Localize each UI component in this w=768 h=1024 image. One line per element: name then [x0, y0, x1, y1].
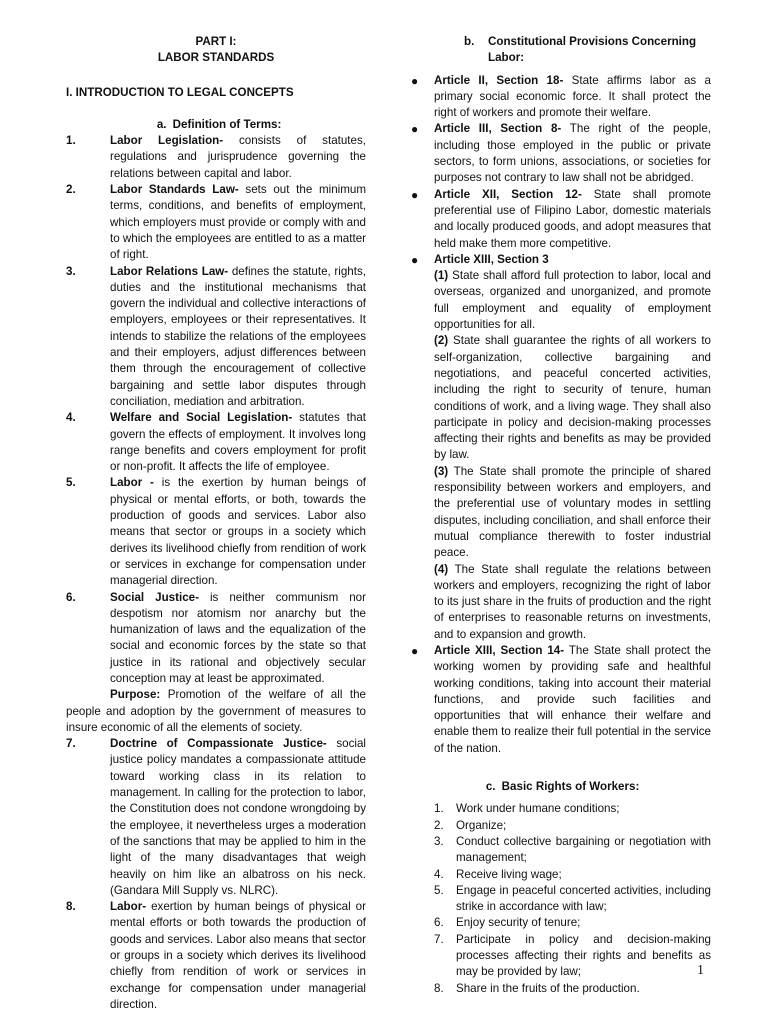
rights-list [408, 801, 711, 997]
definition-item [66, 133, 366, 182]
purpose-label: Purpose: [110, 688, 161, 702]
definition-item [66, 736, 366, 899]
subsection-number: (4) [434, 562, 449, 576]
definition-number: 7. [66, 737, 76, 751]
section-heading-intro: I. INTRODUCTION TO LEGAL CONCEPTS [66, 85, 294, 99]
subsection-number: (1) [434, 269, 449, 283]
page-number: 1 [697, 963, 704, 978]
article-subsection [434, 562, 711, 643]
list-item [408, 867, 711, 883]
article-item [408, 643, 711, 757]
article-list [408, 73, 711, 757]
list-text: Engage in peaceful concerted activities, including strike in accordance with law; [456, 883, 711, 914]
subsection-number: (3) [434, 464, 449, 478]
subheading-title-line1: Constitutional Provisions Concerning [488, 35, 697, 48]
subheading-letter: b. [464, 35, 475, 48]
definition-number: 4. [66, 411, 76, 425]
list-number: 6. [434, 916, 444, 930]
list-text: Conduct collective bargaining or negotiation with management; [456, 834, 711, 865]
definition-number: 5. [66, 476, 76, 490]
definition-term: Labor Relations Law- [110, 264, 229, 278]
part-title [66, 34, 366, 67]
left-column [66, 34, 366, 1013]
subheading-constitutional-provisions [408, 34, 711, 67]
part-title-line2: LABOR STANDARDS [157, 51, 275, 65]
definition-text: exertion by human beings of physical or mental efforts or both towards the production of goods and services. Labor also means that sector or groups in a society which derives its livelihood chiefly from rendition of work or services in exchange for compensation under managerial direction. [110, 900, 366, 1011]
article-citation: Article III, Section 8- [434, 122, 562, 136]
article-item [408, 252, 711, 643]
definition-number: 8. [66, 900, 76, 914]
list-item [408, 932, 711, 981]
part-title-line1: PART I: [195, 35, 237, 48]
list-text: Enjoy security of tenure; [456, 916, 581, 930]
list-number: 5. [434, 883, 444, 897]
definition-number: 2. [66, 183, 76, 197]
definition-text: social justice policy mandates a compassionate attitude toward working class in its relation to management. In calling for the protection to labor, the Constitution does not condone wrongdoing by the employee, it nevertheless urges a moderation of the sanctions that may be applied to him in the light of the many disadvantages that weigh heavily on him like an albatross on his neck. (Gandara Mill Supply vs. NLRC). [110, 737, 366, 897]
definition-text: is neither communism nor despotism nor atomism nor anarchy but the humanization of laws and the equalization of the social and economic forces by the state so that justice in its rational and objectively secular conception may at least be approximated. [110, 590, 366, 685]
definition-number: 3. [66, 264, 76, 278]
definition-term: Welfare and Social Legislation- [110, 411, 293, 425]
definition-term: Labor Standards Law- [110, 183, 239, 197]
right-column [408, 34, 711, 997]
subheading-basic-rights [408, 779, 711, 795]
article-subsection [434, 464, 711, 562]
list-number: 1. [434, 802, 444, 816]
bullet-icon: ● [411, 252, 419, 267]
article-text: The State shall protect the working women by providing safe and healthful working conditions, taking into account their material functions, and provide such facilities and opportunities that will enhance their welfare and enable them to realize their full potential in the service of the nation. [434, 643, 711, 755]
definition-term: Labor - [110, 476, 154, 490]
definition-text: defines the statute, rights, duties and the institutional mechanisms that govern the individual and collective interactions of employers, employees or their representatives. It intends to stabilize the relations of the employees and their employers, adjust differences between them through the encouragement of collective bargaining and settle labor disputes through conciliation, mediation and arbitration. [110, 264, 366, 408]
list-text: Share in the fruits of the production. [456, 981, 640, 995]
definition-item [66, 475, 366, 589]
article-item [408, 187, 711, 252]
article-citation: Article XII, Section 12- [434, 187, 582, 201]
subheading-definition-of-terms [66, 117, 366, 133]
definition-text: statutes that govern the effects of employment. It involves long range benefits and covers employment for profit or non-profit. It affects the life of employee. [110, 411, 366, 474]
subsection-text: State shall afford full protection to labor, local and overseas, organized and unorganized, and promote full employment and equality of employment opportunities for all. [434, 269, 711, 332]
subsection-number: (2) [434, 334, 449, 348]
purpose-paragraph [66, 687, 366, 736]
list-text: Organize; [456, 818, 507, 832]
article-citation: Article II, Section 18- [434, 73, 564, 87]
subheading-title: Definition of Terms: [172, 117, 282, 131]
article-item [408, 73, 711, 122]
list-text: Receive living wage; [456, 867, 562, 881]
definition-term: Labor- [110, 900, 147, 914]
bullet-icon: ● [411, 187, 419, 202]
list-text: Participate in policy and decision-making processes affecting their rights and benefits as may be provided by law; [456, 932, 711, 979]
list-number: 2. [434, 818, 444, 832]
definition-number: 1. [66, 134, 76, 148]
definition-term: Doctrine of Compassionate Justice- [110, 737, 327, 751]
article-text: State shall promote preferential use of Filipino Labor, domestic materials and locally produced goods, and adopt measures that held make them more competitive. [434, 187, 711, 250]
definition-item [66, 264, 366, 411]
article-subsection [434, 333, 711, 463]
article-citation: Article XIII, Section 14- [434, 643, 565, 657]
definition-item [66, 410, 366, 475]
subsection-text: State shall guarantee the rights of all workers to self-organization, collective bargaining and negotiations, and peaceful concerted activities, including the right to security of tenure, human conditions of work, and a living wage. They shall also participate in policy and decision-making processes affecting their rights and benefits as may be provided by law. [434, 334, 711, 462]
article-text: The right of the people, including those employed in the public or private sectors, to form unions, associations, or societies for purposes not contrary to law shall not be abridged. [434, 122, 711, 185]
subheading-letter: c. [485, 780, 496, 794]
list-item [408, 801, 711, 817]
bullet-icon: ● [411, 122, 419, 137]
definition-term: Social Justice- [110, 590, 199, 604]
list-number: 8. [434, 981, 444, 995]
list-text: Work under humane conditions; [456, 802, 620, 816]
list-item [408, 818, 711, 834]
list-item [408, 883, 711, 916]
definition-list [66, 133, 366, 1013]
subheading-title-line2: Labor: [488, 51, 525, 65]
definition-item [66, 590, 366, 688]
list-number: 4. [434, 867, 444, 881]
subheading-title: Basic Rights of Workers: [501, 780, 640, 794]
bullet-icon: ● [411, 643, 419, 658]
definition-term: Labor Legislation- [110, 134, 224, 148]
subsection-text: The State shall promote the principle of shared responsibility between workers and employers, and the preferential use of voluntary modes in settling disputes, including conciliation, and shall enforce their mutual compliance therewith to foster industrial peace. [434, 464, 711, 560]
list-number: 7. [434, 932, 444, 946]
article-text: State affirms labor as a primary social economic force. It shall protect the right of workers and promote their welfare. [434, 73, 711, 120]
definition-text: is the exertion by human beings of physical or mental efforts, or both, towards the production of goods and services. Labor also means that sector or groups in a society which derives its livelihood chiefly from rendition of work or services in exchange for compensation under managerial direction. [110, 476, 366, 588]
list-item [408, 981, 711, 997]
article-item [408, 121, 711, 186]
article-citation: Article XIII, Section 3 [434, 252, 549, 266]
list-number: 3. [434, 834, 444, 848]
subsection-text: The State shall regulate the relations between workers and employers, recognizing the right of labor to its just share in the fruits of production and the right of enterprises to reasonable returns on investments, and to expansion and growth. [434, 562, 711, 641]
definition-text: consists of statutes, regulations and jurisprudence governing the relations between capital and labor. [110, 134, 366, 180]
purpose-text: Promotion of the welfare of all the people and adoption by the government of measures to insure economic of all the elements of society. [66, 688, 366, 734]
list-item [408, 834, 711, 867]
article-subsection [434, 268, 711, 333]
definition-text: sets out the minimum terms, conditions, and benefits of employment, which employers must provide or comply with and to which the employees are entitled to as a matter of right. [110, 183, 366, 262]
subheading-letter: a. [156, 117, 167, 131]
definition-item [66, 899, 366, 1013]
definition-item [66, 182, 366, 263]
definition-number: 6. [66, 590, 76, 604]
bullet-icon: ● [411, 73, 419, 88]
list-item [408, 915, 711, 931]
